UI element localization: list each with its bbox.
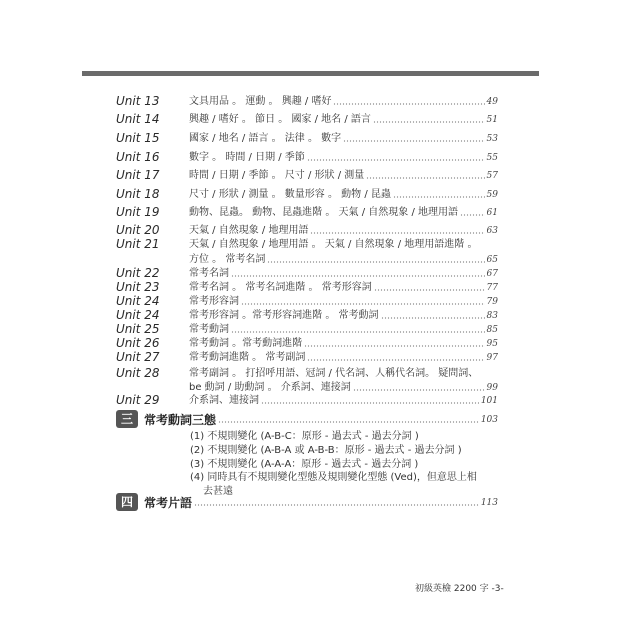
dot-leader: [304, 344, 484, 348]
unit-topic-line: [189, 168, 498, 183]
section-heading[interactable]: [116, 410, 498, 428]
unit-topic: 常考名詞 。 常考名詞進階 。 常考形容詞: [189, 282, 372, 293]
unit-topic: 常考形容詞 。常考形容詞進階 。 常考動詞: [189, 310, 379, 321]
unit-topic-line: [189, 393, 498, 408]
unit-topic: be 動詞 / 助動詞 。 介系詞、連接詞: [189, 382, 351, 393]
page-number: 79: [486, 297, 498, 307]
page-number: 113: [480, 498, 498, 508]
page-number: 57: [486, 171, 498, 181]
dot-leader: [231, 330, 485, 334]
dot-leader: [333, 102, 484, 106]
page-number: 59: [486, 190, 498, 200]
sub-item: (2) 不規則變化 (A-B-A 或 A-B-B：原形 - 過去式 - 過去分詞 ): [190, 445, 462, 456]
section-title-line: [144, 494, 498, 510]
unit-label: Unit 20: [116, 223, 160, 237]
unit-topic-line: [189, 280, 498, 295]
unit-topic: 常考副詞 。 打招呼用語、冠詞 / 代名詞、人稱代名詞。 疑問詞、: [189, 368, 479, 379]
toc-entry[interactable]: [116, 237, 498, 253]
section-heading[interactable]: [116, 493, 498, 511]
page-number: 95: [486, 339, 498, 349]
unit-topic-line: [189, 205, 498, 220]
unit-topic: 常考形容詞: [189, 296, 239, 307]
unit-topic: 尺寸 / 形狀 / 測量 。 數量形容 。 動物 / 昆蟲: [189, 189, 391, 200]
dot-leader: [261, 401, 479, 405]
unit-topic-line: [189, 336, 498, 351]
dot-leader: [381, 316, 485, 320]
dot-leader: [307, 158, 485, 162]
unit-label: Unit 24: [116, 308, 160, 322]
unit-label: Unit 22: [116, 266, 160, 280]
unit-label: Unit 13: [116, 94, 160, 108]
unit-topic-line: [189, 308, 498, 323]
page-number: 83: [486, 311, 498, 321]
page-number: 65: [486, 255, 498, 265]
unit-label: Unit 27: [116, 350, 160, 364]
unit-label: Unit 14: [116, 112, 160, 126]
unit-topic-line: [189, 294, 498, 309]
unit-label: Unit 23: [116, 280, 160, 294]
unit-topic-line: [189, 112, 498, 127]
toc-entry[interactable]: [116, 131, 498, 147]
unit-label: Unit 29: [116, 393, 160, 407]
unit-label: Unit 19: [116, 205, 160, 219]
unit-topic: 時間 / 日期 / 季節 。 尺寸 / 形狀 / 測量: [189, 170, 365, 181]
unit-topic: 國家 / 地名 / 語言 。 法律 。 數字: [189, 133, 342, 144]
unit-label: Unit 28: [116, 366, 160, 380]
sub-item: 去甚遠: [203, 486, 233, 497]
unit-topic: 興趣 / 嗜好 。 節日 。 國家 / 地名 / 語言: [189, 114, 371, 125]
unit-label: Unit 18: [116, 187, 160, 201]
page-number: 77: [486, 283, 498, 293]
toc-entry[interactable]: [116, 112, 498, 128]
unit-topic: 天氣 / 自然現象 / 地理用語 。 天氣 / 自然現象 / 地理用語進階 。: [189, 239, 478, 250]
toc-entry[interactable]: [116, 187, 498, 203]
toc-entry[interactable]: [116, 94, 498, 110]
dot-leader: [353, 388, 485, 392]
dot-leader: [231, 274, 485, 278]
dot-leader: [194, 503, 479, 507]
dot-leader: [374, 288, 485, 292]
unit-topic: 數字 。 時間 / 日期 / 季節: [189, 152, 305, 163]
toc-entry[interactable]: [116, 150, 498, 166]
dot-leader: [393, 195, 485, 199]
page-number: 55: [486, 153, 498, 163]
dot-leader: [373, 120, 485, 124]
unit-label: Unit 17: [116, 168, 160, 182]
page-number: 49: [486, 97, 498, 107]
unit-label: Unit 16: [116, 150, 160, 164]
unit-topic-line: [189, 322, 498, 337]
page-number: 99: [486, 383, 498, 393]
unit-topic: 文具用品 。 運動 。 興趣 / 嗜好: [189, 96, 332, 107]
section-title: 常考動詞三態: [144, 413, 217, 427]
section-number-badge: 三: [116, 410, 138, 428]
sub-item: (4) 同時具有不規則變化型態及規則變化型態 (Ved)，但意思上相: [190, 472, 477, 483]
dot-leader: [267, 260, 484, 264]
section-number-badge: 四: [116, 493, 138, 511]
unit-topic: 介系詞、連接詞: [189, 395, 259, 406]
unit-topic: 方位 。 常考名詞: [189, 254, 266, 265]
unit-topic-line: [189, 252, 498, 267]
dot-leader: [307, 358, 484, 362]
unit-topic-line: [189, 350, 498, 365]
unit-label: Unit 24: [116, 294, 160, 308]
dot-leader: [241, 302, 485, 306]
unit-topic: 動物、昆蟲。 動物、昆蟲進階 。 天氣 / 自然現象 / 地理用語: [189, 207, 458, 218]
unit-topic-line: [189, 237, 498, 252]
section-title-line: [144, 411, 498, 427]
sub-item: (3) 不規則變化 (A-A-A：原形 - 過去式 - 過去分詞 ): [190, 459, 419, 470]
unit-topic: 常考名詞: [189, 268, 229, 279]
page-number: 61: [486, 208, 498, 218]
unit-label: Unit 25: [116, 322, 160, 336]
page-number: 63: [486, 226, 498, 236]
unit-topic-line: [189, 366, 498, 381]
page-number: 85: [486, 325, 498, 335]
dot-leader: [310, 231, 484, 235]
dot-leader: [460, 213, 485, 217]
toc-entry[interactable]: [116, 168, 498, 184]
unit-label: Unit 26: [116, 336, 160, 350]
toc-entry[interactable]: [116, 393, 498, 409]
dot-leader: [343, 139, 484, 143]
header-rule: [82, 71, 539, 76]
page-number: 97: [486, 353, 498, 363]
unit-topic: 天氣 / 自然現象 / 地理用語: [189, 225, 309, 236]
unit-topic-line: [189, 150, 498, 165]
toc-entry[interactable]: [116, 205, 498, 221]
unit-label: Unit 21: [116, 237, 160, 251]
dot-leader: [366, 176, 484, 180]
unit-topic-line: [189, 266, 498, 281]
page-number: 101: [480, 396, 498, 406]
unit-topic: 常考動詞進階 。 常考副詞: [189, 352, 306, 363]
dot-leader: [218, 420, 479, 424]
unit-label: Unit 15: [116, 131, 160, 145]
unit-topic-line: [189, 94, 498, 109]
page-number: 51: [486, 115, 498, 125]
section-title: 常考片語: [144, 496, 193, 510]
unit-topic-line: [189, 223, 498, 238]
unit-topic: 常考動詞 。常考動詞進階: [189, 338, 303, 349]
page-footer: 初級英檢 2200 字 -3-: [415, 584, 504, 594]
page-number: 103: [480, 415, 498, 425]
unit-topic-line: [189, 187, 498, 202]
page-number: 67: [486, 269, 498, 279]
toc-entry[interactable]: [116, 350, 498, 366]
page-number: 53: [486, 134, 498, 144]
sub-item: (1) 不規則變化 (A-B-C：原形 - 過去式 - 過去分詞 ): [190, 431, 419, 442]
unit-topic-line: [189, 131, 498, 146]
unit-topic: 常考動詞: [189, 324, 229, 335]
